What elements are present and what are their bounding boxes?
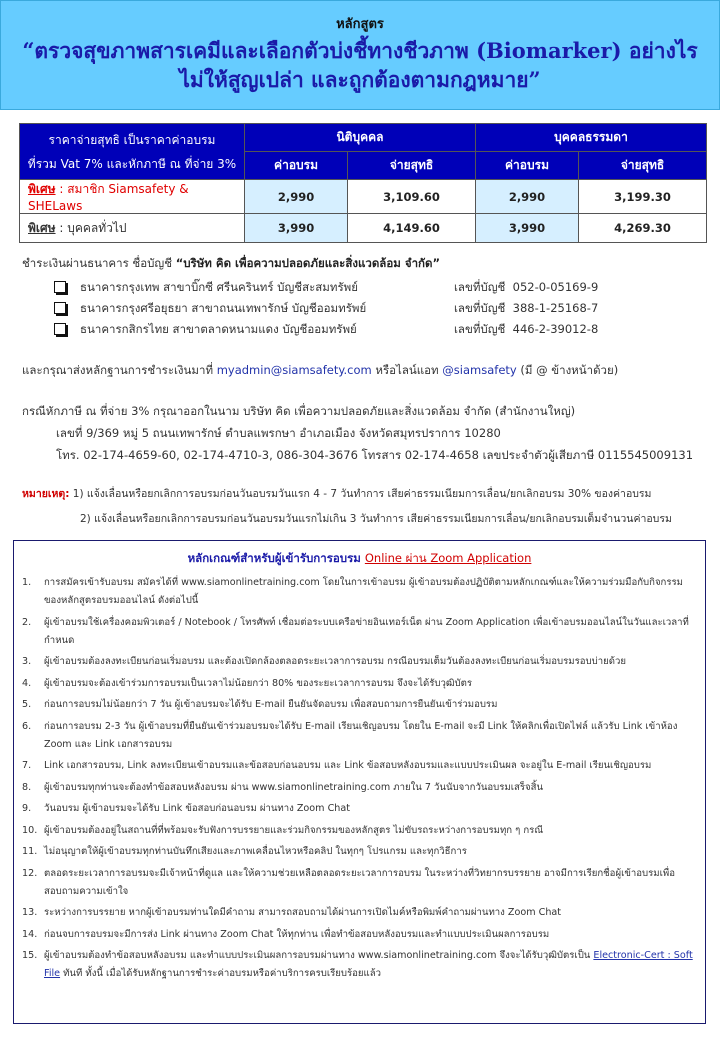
list-item: 13. ระหว่างการบรรยาย หากผู้เข้าอบรมท่านใดมีคำถาม สามารถสอบถามได้ผ่านการเปิดไมค์หรือพิมพ์คำถามผ่านทาง Zoom Chat — [22, 907, 562, 918]
list-item: 6. ก่อนการอบรม 2-3 วัน ผู้เข้าอบรมที่ยืนยันเข้าร่วมอบรมจะได้รับ E-mail เรียนเชิญอบรม โดยใน E-mail จะมี Link ให้คลิกเพื่อเปิดไฟล์ แล้วรับ Link เข้าห้อง Zoom และ Link เอกสารอบรม — [22, 720, 678, 750]
payment-intro: ชำระเงินผ่านธนาคาร ชื่อบัญชี “บริษัท คิด เพื่อความปลอดภัยและสิ่งแวดล้อม จำกัด” — [22, 256, 441, 270]
price-table-corner: ราคาจ่ายสุทธิ เป็นราคาค่าอบรม ที่รวม Vat 7% และหักภาษี ณ ที่จ่าย 3% — [20, 124, 245, 180]
list-item: 12. ตลอดระยะเวลาการอบรมจะมีเจ้าหน้าที่ดูแล และให้ความช่วยเหลือตลอดระยะเวลาการอบรม ในระหว่างที่วิทยากรบรรยาย อาจมีการเรียกชื่อผู้เข้าอบรมเพื่อสอบถามความเข้าใจ — [22, 867, 675, 897]
email-link[interactable]: myadmin@siamsafety.com — [216, 363, 372, 377]
row-label-member: พิเศษ : สมาชิก Siamsafety & SHELaws — [20, 180, 245, 214]
subheader-fee: ค่าอบรม — [475, 152, 578, 180]
course-title-line1: “ตรวจสุขภาพสารเคมีและเลือกตัวบ่งชี้ทางชีวภาพ (Biomarker) อย่างไร — [22, 38, 698, 63]
list-item: 5. ก่อนการอบรมไม่น้อยกว่า 7 วัน ผู้เข้าอบรมจะได้รับ E-mail ยืนยันจัดอบรม เพื่อสอบถามการยืนยันเข้าร่วมอบรม — [22, 699, 498, 710]
price-cell: 4,269.30 — [579, 214, 707, 243]
bank-item: ธนาคารกรุงเทพ สาขาบิ๊กซี ศรีนครินทร์ บัญชีสะสมทรัพย์ เลขที่บัญชี 052-0-05169-9 — [22, 277, 712, 298]
list-item: 14. ก่อนจบการอบรมจะมีการส่ง Link ผ่านทาง Zoom Chat ให้ทุกท่าน เพื่อทำข้อสอบหลังอบรมและทำแบบประเมินผลการอบรม — [22, 928, 550, 940]
subheader-net: จ่ายสุทธิ — [348, 152, 476, 180]
price-cell: 2,990 — [475, 180, 578, 214]
rules-list — [14, 574, 705, 983]
online-rules-box — [13, 540, 706, 1024]
payment-proof-line: และกรุณาส่งหลักฐานการชำระเงินมาที่ myadmin@siamsafety.com หรือไลน์แอท @siamsafety (มี @ ข้างหน้าด้วย) — [22, 363, 619, 377]
account-number: 388-1-25168-7 — [512, 301, 599, 315]
withholding-tax-section: กรณีหักภาษี ณ ที่จ่าย 3% กรุณาออกในนาม บริษัท คิด เพื่อความปลอดภัยและสิ่งแวดล้อม จำกัด (สำนักงานใหญ่) เลขที่ 9/369 หมู่ 5 ถนนเทพารักษ์ ตำบลแพรกษา อำเภอเมือง จังหวัดสมุทรปราการ 10280 โทร. 02-174-4659-60, 02-174-4710-3, 086-304-3676 โทรสาร 02-174-4658 เลขประจำตัวผู้เสียภาษี 0115545009131 — [22, 400, 712, 466]
list-item: 3. ผู้เข้าอบรมต้องลงทะเบียนก่อนเริ่มอบรม และต้องเปิดกล้องตลอดระยะเวลาการอบรม กรณีอบรมเต็มวันต้องลงทะเบียนก่อนเริ่มอบรมรอบบ่ายด้วย — [22, 656, 626, 667]
price-cell: 3,990 — [475, 214, 578, 243]
subheader-fee: ค่าอบรม — [245, 152, 348, 180]
header-juristic: นิติบุคคล — [245, 124, 476, 152]
subheader-net: จ่ายสุทธิ — [579, 152, 707, 180]
list-item: 11. ไม่อนุญาตให้ผู้เข้าอบรมทุกท่านบันทึกเสียงและภาพเคลื่อนไหวหรือคลิป ในทุกๆ โปรแกรม และทุกวิธีการ — [22, 846, 467, 857]
payment-section — [22, 255, 712, 380]
list-item: 4. ผู้เข้าอบรมจะต้องเข้าร่วมการอบรมเป็นเวลาไม่น้อยกว่า 80% ของระยะเวลาการอบรม จึงจะได้รับวุฒิบัตร — [22, 677, 472, 689]
list-item: 9. วันอบรม ผู้เข้าอบรมจะได้รับ Link ข้อสอบก่อนอบรม ผ่านทาง Zoom Chat — [22, 803, 350, 814]
account-number: 052-0-05169-9 — [512, 280, 599, 294]
list-item: 7. Link เอกสารอบรม, Link ลงทะเบียนเข้าอบรมและข้อสอบก่อนอบรม และ Link ข้อสอบหลังอบรมและแบบประเมินผล จะอยู่ใน E-mail เรียนเชิญอบรม — [22, 760, 652, 771]
list-item: 1. การสมัครเข้ารับอบรม สมัครได้ที่ www.siamonlinetraining.com โดยในการเข้าอบรม ผู้เข้าอบรมต้องปฏิบัติตามหลักเกณฑ์และให้ความร่วมมือกับกิจกรรมของหลักสูตรอบรมออนไลน์ ดังต่อไปนี้ — [22, 577, 684, 606]
checkbox-icon — [54, 302, 66, 314]
price-table — [19, 123, 707, 243]
course-title — [1, 36, 719, 94]
price-cell: 3,990 — [245, 214, 348, 243]
course-title-line2: ไม่ให้สูญเปล่า และถูกต้องตามกฎหมาย” — [179, 67, 541, 92]
list-item: 2. ผู้เข้าอบรมใช้เครื่องคอมพิวเตอร์ / Notebook / โทรศัพท์ เชื่อมต่อระบบเครือข่ายอินเทอร์เน็ต ผ่าน Zoom Application เพื่อเข้าอบรมออนไลน์ในวันและเวลาที่กำหนด — [22, 616, 689, 646]
electronic-cert-link[interactable]: Electronic-Cert : Soft File — [44, 950, 693, 979]
list-item: 15. ผู้เข้าอบรมต้องทำข้อสอบหลังอบรม และทำแบบประเมินผลการอบรมผ่านทาง www.siamonlinetraining.com จึงจะได้รับวุฒิบัตรเป็น Electronic-Cert : Soft File ทันที ทั้งนี้ เมื่อได้รับหลักฐานการชำระค่าอบรมหรือค่าบริการครบเรียบร้อยแล้ว — [22, 950, 693, 979]
price-cell: 2,990 — [245, 180, 348, 214]
company-contact: โทร. 02-174-4659-60, 02-174-4710-3, 086-304-3676 โทรสาร 02-174-4658 เลขประจำตัวผู้เสียภาษี 0115545009131 — [56, 448, 694, 462]
table-row — [20, 180, 707, 214]
account-number: 446-2-39012-8 — [512, 322, 599, 336]
remarks-section: หมายเหตุ: 1) แจ้งเลื่อนหรือยกเลิกการอบรมก่อนวันอบรมวันแรก 4 - 7 วันทำการ เสียค่าธรรมเนียมการเลื่อน/ยกเลิกอบรม 30% ของค่าอบรม 2) แจ้งเลื่อนหรือยกเลิกการอบรมก่อนวันอบรมวันแรกไม่เกิน 3 วันทำการ เสียค่าธรรมเนียมการเลื่อน/ยกเลิกอบรมเต็มจำนวนค่าอบรม — [22, 488, 672, 525]
price-cell: 3,109.60 — [348, 180, 476, 214]
rules-title: หลักเกณฑ์สำหรับผู้เข้ารับการอบรม Online ผ่าน Zoom Application — [187, 551, 532, 565]
zoom-application-link[interactable]: Online ผ่าน Zoom Application — [364, 551, 532, 565]
bank-item: ธนาคารกสิกรไทย สาขาตลาดหนามแดง บัญชีออมทรัพย์ เลขที่บัญชี 446-2-39012-8 — [22, 319, 712, 340]
checkbox-icon — [54, 323, 66, 335]
row-label-general: พิเศษ : บุคคลทั่วไป — [20, 214, 245, 243]
header-individual: บุคคลธรรมดา — [475, 124, 706, 152]
account-name: “บริษัท คิด เพื่อความปลอดภัยและสิ่งแวดล้อม จำกัด” — [175, 256, 441, 270]
table-row — [20, 214, 707, 243]
remarks-label: หมายเหตุ: — [22, 488, 70, 500]
company-address: เลขที่ 9/369 หมู่ 5 ถนนเทพารักษ์ ตำบลแพรกษา อำเภอเมือง จังหวัดสมุทรปราการ 10280 — [56, 426, 501, 440]
list-item: 10. ผู้เข้าอบรมต้องอยู่ในสถานที่ที่พร้อมจะรับฟังการบรรยายและร่วมกิจกรรมของหลักสูตร ไม่ขับรถระหว่างการอบรมทุก ๆ กรณี — [22, 824, 544, 836]
price-cell: 4,149.60 — [348, 214, 476, 243]
bank-item: ธนาคารกรุงศรีอยุธยา สาขาถนนเทพารักษ์ บัญชีออมทรัพย์ เลขที่บัญชี 388-1-25168-7 — [22, 298, 712, 319]
line-id-link[interactable]: @siamsafety — [442, 363, 517, 377]
price-cell: 3,199.30 — [579, 180, 707, 214]
course-banner — [0, 0, 720, 110]
checkbox-icon — [54, 281, 66, 293]
list-item: 8. ผู้เข้าอบรมทุกท่านจะต้องทำข้อสอบหลังอบรม ผ่าน www.siamonlinetraining.com ภายใน 7 วันนับจากวันอบรมเสร็จสิ้น — [22, 781, 544, 793]
course-kicker: หลักสูตร — [336, 17, 384, 32]
